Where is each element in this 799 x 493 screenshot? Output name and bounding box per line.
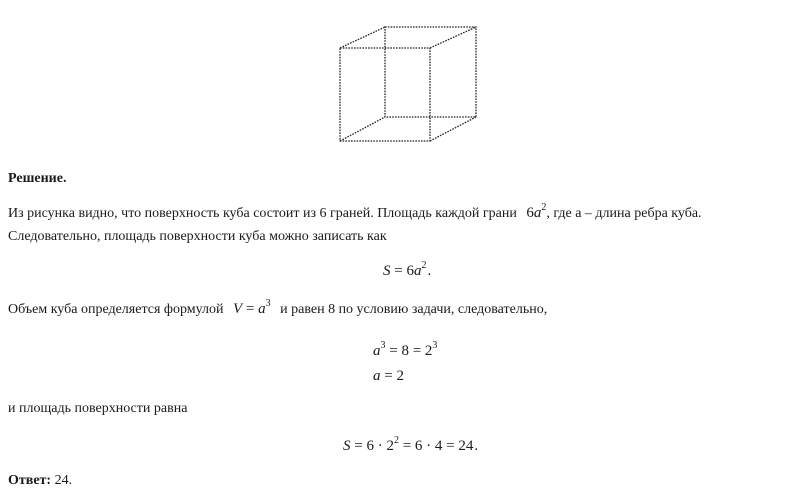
answer-value: 24.	[54, 473, 73, 488]
cube-edge	[430, 27, 476, 48]
cube-edge	[430, 117, 476, 141]
cube-edge	[340, 27, 385, 48]
surface-formula: $S = 6a^2$.	[383, 260, 432, 279]
paragraph-volume: Объем куба определяется формулой $V = a^3$ и равен 8 по условию задачи, следовательно,	[8, 298, 548, 317]
paragraph-faces-text: Из рисунка видно, что поверхность куба состоит из 6 граней. Площадь каждой грани	[8, 206, 517, 221]
volume-formula: $V = a^3$	[232, 298, 271, 317]
paragraph-surface: Следовательно, площадь поверхности куба можно записать как	[8, 229, 387, 244]
paragraph-faces-tail: , где a – длина ребра куба.	[546, 206, 702, 221]
face-area-formula: $6a^2$	[526, 202, 547, 221]
equation-a-cubed: $a^3 = 8 = 2^3$	[373, 340, 438, 359]
solution-heading: Решение.	[8, 171, 67, 186]
equation-a: a = 2	[373, 368, 404, 384]
answer-line	[8, 473, 72, 489]
final-area-formula: $S = 6 \cdot 2^2 = 6 \cdot 4 = 24$.	[343, 435, 479, 454]
cube-back-face	[385, 27, 476, 117]
paragraph-faces	[8, 202, 702, 222]
paragraph-area: и площадь поверхности равна	[8, 401, 188, 416]
cube-figure	[336, 24, 480, 146]
answer-label: Ответ:	[8, 473, 52, 488]
cube-edge	[340, 117, 385, 141]
